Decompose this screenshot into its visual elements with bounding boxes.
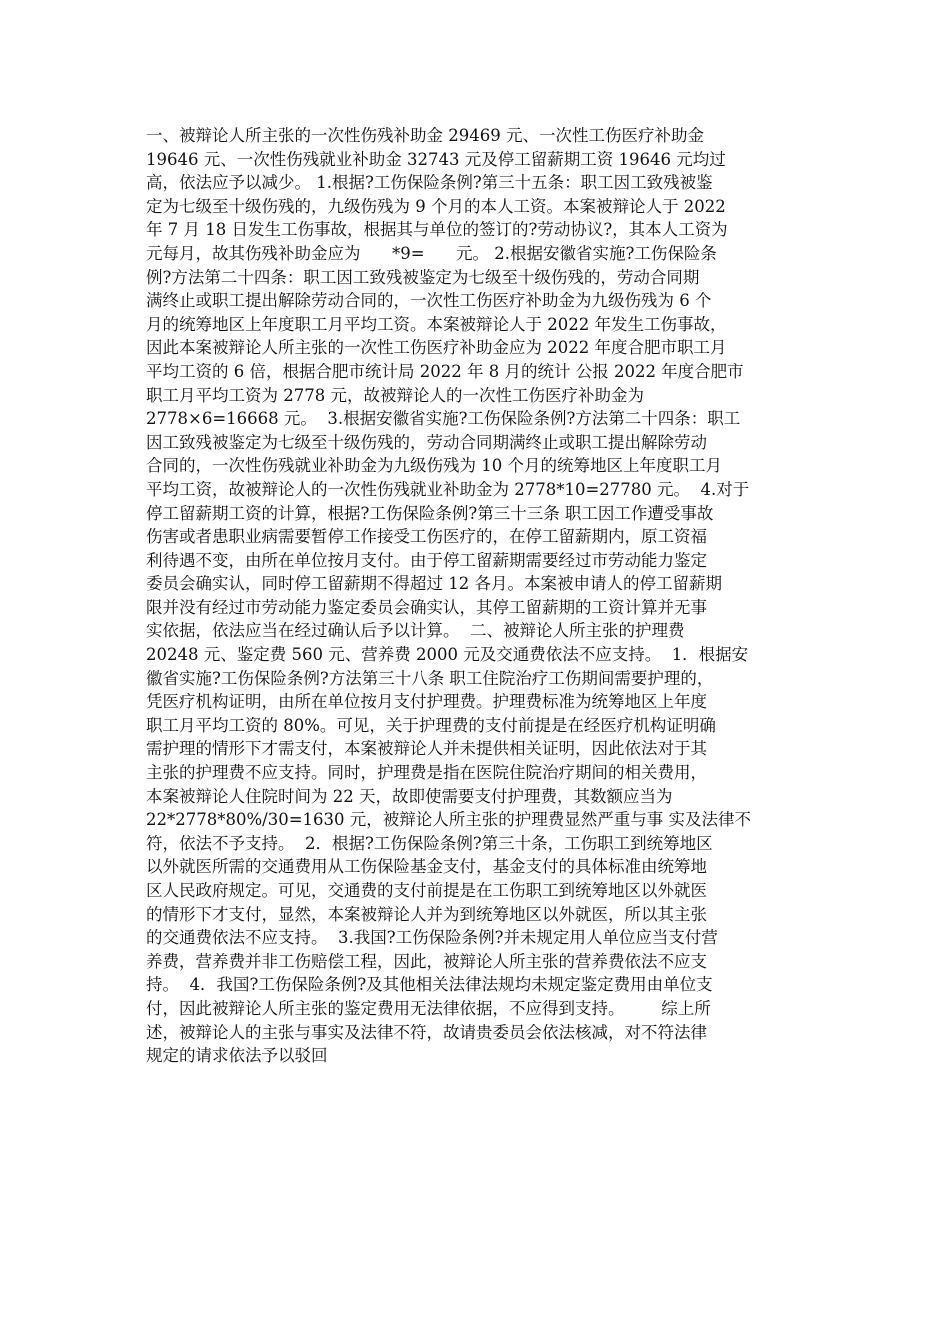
text-line: 利待遇不变，由所在单位按月支付。由于停工留薪期需要经过市劳动能力鉴定	[146, 550, 707, 570]
text-line: 职工月平均工资为 2778 元，故被辩论人的一次性工伤医疗补助金为	[146, 385, 644, 405]
text-line: 徽省实施?工伤保险条例?方法第三十八条 职工住院治疗工伤期间需要护理的，	[146, 668, 714, 688]
text-line: 满终止或职工提出解除劳动合同的，一次性工伤医疗补助金为九级伤残为 6 个	[146, 291, 712, 311]
text-line: 停工留薪期工资的计算，根据?工伤保险条例?第三十三条 职工因工作遭受事故	[146, 503, 714, 523]
text-line: 平均工资的 6 倍，根据合肥市统计局 2022 年 8 月的统计 公报 2022 年度合肥市	[146, 361, 744, 381]
text-line: 主张的护理费不应支持。同时，护理费是指在医院住院治疗期间的相关费用，	[146, 763, 707, 783]
text-line: 月的统筹地区上年度职工月平均工资。本案被辩论人于 2022 年发生工伤事故，	[146, 314, 727, 334]
text-line: 限并没有经过市劳动能力鉴定委员会确实认，其停工留薪期的工资计算并无事	[146, 597, 707, 617]
text-line: 以外就医所需的交通费用从工伤保险基金支付，基金支付的具体标准由统筹地	[146, 857, 707, 877]
text-line: 20248 元、鉴定费 560 元、营养费 2000 元及交通费依法不应支持。 1．根据安	[146, 645, 749, 665]
text-line: 高，依法应予以减少。 1.根据?工伤保险条例?第三十五条：职工因工致残被鉴	[146, 173, 713, 193]
text-line: 需护理的情形下才需支付，本案被辩论人并未提供相关证明，因此依法对于其	[146, 739, 707, 759]
text-line: 因工致残被鉴定为七级至十级伤残的，劳动合同期满终止或职工提出解除劳动	[146, 432, 707, 452]
text-line: 实依据，依法应当在经过确认后予以计算。 二、被辩论人所主张的护理费	[146, 621, 685, 641]
text-line: 的情形下才支付，显然，本案被辩论人并为到统筹地区以外就医，所以其主张	[146, 904, 707, 924]
text-line: 规定的请求依法予以驳回	[146, 1046, 328, 1066]
text-line: 区人民政府规定。可见，交通费的支付前提是在工伤职工到统筹地区以外就医	[146, 881, 707, 900]
text-line: 22*2778*80%/30=1630 元，被辩论人所主张的护理费显然严重与事 实及法律不	[146, 810, 752, 830]
body-text	[146, 124, 812, 1068]
text-line: 19646 元、一次性伤残就业补助金 32743 元及停工留薪期工资 19646 元均过	[146, 149, 726, 169]
text-line: 持。 4．我国?工伤保险条例?及其他相关法律法规均未规定鉴定费用由单位支	[146, 975, 713, 995]
text-line: 职工月平均工资的 80%。可见，关于护理费的支付前提是在经医疗机构证明确	[146, 715, 716, 735]
text-line: 例?方法第二十四条：职工因工致残被鉴定为七级至十级伤残的，劳动合同期	[146, 267, 700, 287]
text-line: 定为七级至十级伤残的，九级伤残为 9 个月的本人工资。本案被辩论人于 2022	[146, 196, 726, 216]
text-line: 一、被辩论人所主张的一次性伤残补助金 29469 元、一次性工伤医疗补助金	[146, 126, 704, 145]
text-line: 合同的，一次性伤残就业补助金为九级伤残为 10 个月的统筹地区上年度职工月	[146, 456, 722, 476]
text-line: 平均工资，故被辩论人的一次性伤残就业补助金为 2778*10=27780 元。 4.对于	[146, 479, 750, 499]
text-line: 本案被辩论人住院时间为 22 天，故即使需要支付护理费，其数额应当为	[146, 786, 673, 806]
text-line: 2778×6=16668 元。 3.根据安徽省实施?工伤保险条例?方法第二十四条：职工	[146, 409, 741, 429]
text-line: 凭医疗机构证明，由所在单位按月支付护理费。护理费标准为统筹地区上年度	[146, 692, 707, 712]
text-line: 付，因此被辩论人所主张的鉴定费用无法律依据，不应得到支持。 综上所	[146, 998, 711, 1018]
text-line: 的交通费依法不应支持。 3.我国?工伤保险条例?并未规定用人单位应当支付营	[146, 928, 718, 948]
text-line: 年 7 月 18 日发生工伤事故，根据其与单位的签订的?劳动协议?，其本人工资为	[146, 220, 728, 240]
text-line: 符，依法不予支持。 2．根据?工伤保险条例?第三十条，工伤职工到统筹地区	[146, 833, 713, 853]
text-line: 述，被辩论人的主张与事实及法律不符，故请贵委员会依法核减，对不符法律	[146, 1022, 707, 1042]
text-line: 因此本案被辩论人所主张的一次性工伤医疗补助金应为 2022 年度合肥市职工月	[146, 338, 727, 358]
text-line: 委员会确实认，同时停工留薪期不得超过 12 各月。本案被申请人的停工留薪期	[146, 574, 722, 594]
text-line: 伤害或者患职业病需要暂停工作接受工伤医疗的，在停工留薪期内，原工资福	[146, 527, 707, 547]
text-line: 养费，营养费并非工伤赔偿工程，因此，被辩论人所主张的营养费依法不应支	[146, 951, 707, 971]
text-line: 元每月，故其伤残补助金应为 *9= 元。 2.根据安徽省实施?工伤保险条	[146, 243, 717, 263]
